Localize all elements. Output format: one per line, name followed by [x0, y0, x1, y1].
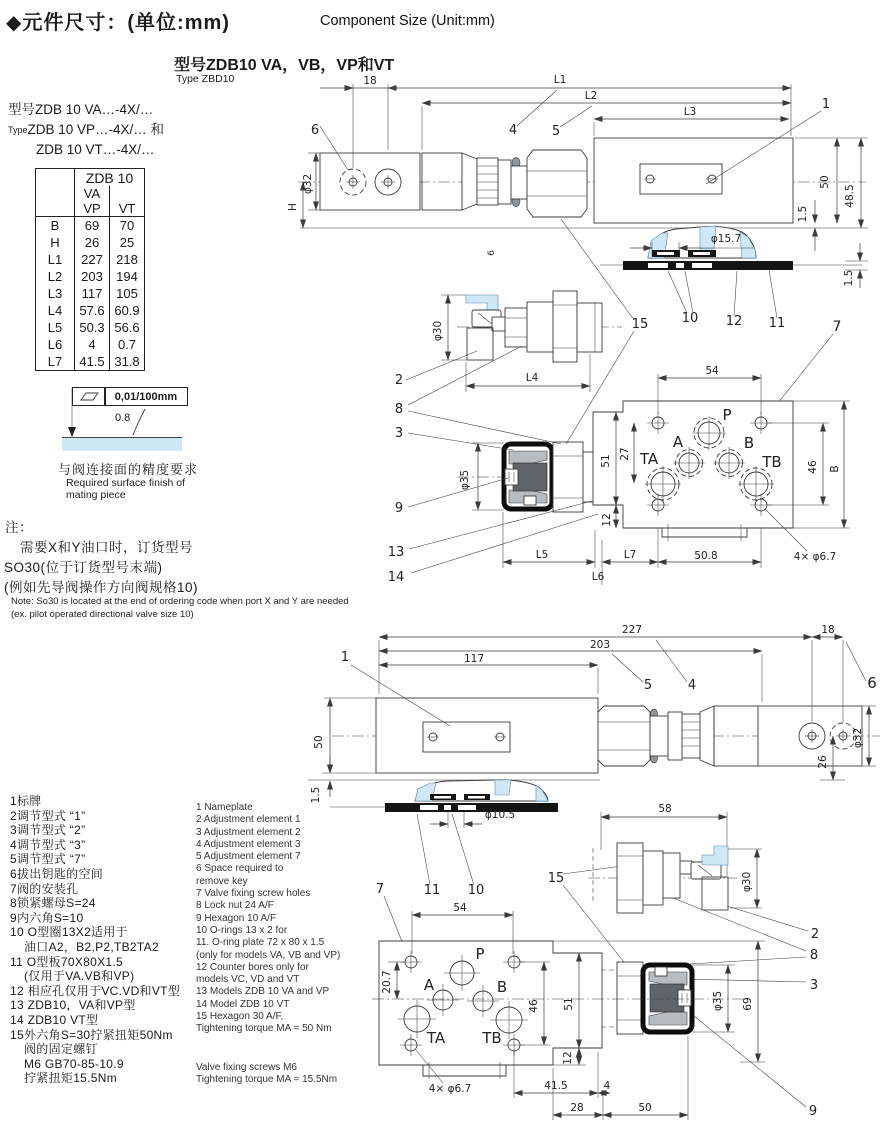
table-row — [36, 353, 145, 371]
list-item: 13 ZDB10，VA和VP型 — [10, 998, 136, 1013]
list-item: 12 Counter bores only for — [196, 961, 309, 973]
dim-label: 54 — [705, 365, 719, 377]
dim-label: 50 — [819, 175, 831, 189]
list-item: 2调节型式 “1” — [10, 808, 86, 823]
dim-value: 194 — [110, 268, 145, 285]
dim-label: 58 — [658, 803, 672, 815]
hexagon-socket — [678, 990, 691, 1006]
model-designations — [8, 100, 164, 160]
dim-label: φ30 — [432, 320, 444, 342]
parts-list-en — [196, 802, 356, 1036]
list-item: 6 Space required to — [196, 863, 284, 875]
dim-label: 7 — [832, 319, 842, 335]
drawing-middle-details-and-port-face — [388, 219, 850, 585]
surface-caption-en1: Required surface finish of — [66, 477, 186, 489]
dim-label: φ30 — [741, 871, 753, 893]
dim-value: 41.5 — [75, 353, 110, 371]
dim-label: φ10.5 — [484, 809, 516, 821]
dim-label: 51 — [563, 997, 575, 1011]
dim-label: TA — [639, 450, 659, 468]
note-en1: Note: So30 is located at the end of ordering code when port X and Y are needed — [11, 596, 349, 607]
dim-label: 20.7 — [381, 970, 393, 994]
dim-label: 28 — [570, 1102, 584, 1114]
table-row — [36, 251, 145, 268]
table-row — [36, 234, 145, 251]
flatness-value-box: 0,01/100mm — [104, 387, 188, 406]
clamp-tabs — [423, 1065, 506, 1076]
dim-label: φ32 — [852, 727, 864, 749]
list-item: 1 Nameplate — [196, 802, 253, 813]
dim-label: φ32 — [302, 173, 314, 195]
lock-nut-hexagon — [617, 843, 643, 913]
dim-name: L2 — [36, 268, 75, 285]
dim-label: 13 — [387, 545, 405, 560]
list-item: 10 O-rings 13 x 2 for — [196, 924, 288, 936]
dim-name: L4 — [36, 302, 75, 319]
lock-bracket — [320, 153, 420, 210]
adjustment1-bracket — [702, 846, 728, 865]
dim-name: L1 — [36, 251, 75, 268]
list-item: 12 相应孔仅用于VC.VD和VT型 — [10, 983, 181, 998]
surface-caption-en2: mating piece — [66, 489, 126, 501]
dim-label: B — [829, 465, 841, 473]
list-item: 5 Adjustment element 7 — [196, 851, 301, 863]
lock-nut-hexagon — [553, 291, 577, 362]
dim-label: 1 — [821, 97, 831, 112]
roughness-check-icon — [133, 409, 145, 435]
list-item: 油口A2，B2,P2,TB2TA2 — [24, 939, 159, 954]
clamp-tabs — [662, 528, 747, 537]
list-item: 10 O型圈13X2适用于 — [10, 925, 128, 940]
list-item: 7阀的安装孔 — [10, 881, 79, 896]
dim-name: L3 — [36, 285, 75, 302]
dim-label: 51 — [600, 454, 612, 468]
dim-value: 57.6 — [75, 302, 110, 319]
dim-label: 41.5 — [544, 1080, 568, 1092]
dim-label: L1 — [553, 74, 567, 86]
dim-label: 12 — [601, 513, 613, 527]
dim-label: 117 — [463, 653, 485, 665]
drawing-bottom-side-view — [308, 624, 880, 1120]
dim-label: L4 — [525, 372, 539, 384]
model-line3: ZDB 10 VT…-4X/… — [36, 142, 155, 157]
dimension-table: ZDB 10 VA VP VT B 69 70 H 26 25 L1 227 218 L2 203 194 L3 117 105 L4 57.6 60.9 L5 50.3 56.6 L6 4 0.7 L7 41.5 31.8 — [35, 168, 145, 371]
parts-list-zh — [10, 794, 196, 1086]
table-row — [36, 285, 145, 302]
dim-label: 3 — [809, 978, 819, 993]
note-zh1: 需要X和Y油口时，订货型号 — [20, 540, 194, 555]
list-item: 9内六角S=10 — [10, 910, 84, 925]
dim-value: 0.7 — [110, 336, 145, 353]
table-row — [36, 302, 145, 319]
model-subtitle-en: Type ZBD10 — [176, 73, 235, 85]
col-header-vt: VT — [110, 186, 145, 217]
dim-label: 5 — [551, 124, 561, 139]
dim-label: 69 — [742, 997, 754, 1011]
list-item: 15外六角S=30拧紧扭矩50Nm — [10, 1027, 173, 1042]
list-item: 13 Models ZDB 10 VA and VP — [196, 986, 330, 998]
dim-label: φ15.7 — [710, 233, 742, 245]
dimension-table-body — [36, 217, 145, 371]
list-item: 1标牌 — [10, 794, 42, 808]
type-label: Type — [8, 125, 28, 135]
surface-caption-zh: 与阀连接面的精度要求 — [58, 462, 199, 477]
table-row — [36, 319, 145, 336]
dim-value: 26 — [75, 234, 110, 251]
dim-label: A — [423, 976, 435, 994]
list-item: 14 ZDB10 VT型 — [10, 1012, 99, 1027]
dim-label: 2 — [394, 373, 404, 388]
dim-label: 50.8 — [694, 550, 718, 562]
dim-label: 4 — [508, 123, 518, 138]
dim-label: 12 — [562, 1051, 574, 1065]
list-item: models VC, VD and VT — [196, 974, 300, 986]
page-title-zh: ◆元件尺寸：(单位:mm) — [6, 12, 230, 34]
dim-label: 6 — [487, 250, 497, 256]
dim-name: B — [36, 217, 75, 235]
dim-label: 15 — [547, 871, 565, 886]
dim-value: 4 — [75, 336, 110, 353]
list-item: 9 Hexagon 10 A/F — [196, 912, 277, 924]
lock-nut-hexagon — [598, 706, 650, 766]
dim-label: 6 — [310, 123, 320, 138]
dim-label: 18 — [821, 624, 835, 636]
mating-surface-bar — [62, 437, 182, 451]
list-item: (only for models VA, VB and VP) — [196, 949, 341, 961]
dim-label: 6 — [867, 674, 877, 692]
table-row — [36, 268, 145, 285]
dim-label: L5 — [535, 549, 549, 561]
dim-label: 1.5 — [843, 269, 855, 287]
page-title-en: Component Size (Unit:mm) — [320, 13, 495, 29]
dim-label: 12 — [725, 314, 743, 329]
dim-label: 3 — [394, 426, 404, 441]
list-item: (仅用于VA.VB和VP) — [24, 969, 135, 984]
dim-label: TA — [426, 1029, 446, 1047]
dim-label: 50 — [313, 735, 325, 749]
dim-value: 203 — [75, 268, 110, 285]
dim-label: 9 — [808, 1104, 818, 1119]
dim-label: L3 — [683, 106, 697, 118]
dim-label: 1 — [340, 650, 350, 665]
list-item: 8锁紧螺母S=24 — [10, 896, 96, 911]
table-group-header: ZDB 10 — [75, 169, 145, 187]
dim-name: H — [36, 234, 75, 251]
list-item: 2 Adjustment element 1 — [196, 814, 301, 826]
adjustment1-knurl — [702, 877, 728, 910]
dim-label: TB — [762, 453, 782, 471]
leader-arrow — [68, 427, 76, 437]
dim-value: 117 — [75, 285, 110, 302]
dim-label: A — [672, 433, 684, 451]
dim-value: 31.8 — [110, 353, 145, 371]
knurled-adjustment-knob — [422, 153, 462, 210]
dim-value: 69 — [75, 217, 110, 235]
list-item: remove key — [196, 875, 248, 887]
dim-name: L7 — [36, 353, 75, 371]
note-zh2: SO30(位于订货型号末端) — [4, 560, 163, 575]
list-item: 3 Adjustment element 2 — [196, 826, 301, 838]
dim-value: 60.9 — [110, 302, 145, 319]
dim-label: 2 — [810, 927, 820, 942]
dim-value: 56.6 — [110, 319, 145, 336]
dim-label: 10 — [681, 311, 699, 326]
torque-note — [196, 1062, 366, 1087]
dim-value: 25 — [110, 234, 145, 251]
dim-label: 9 — [394, 501, 404, 516]
note-en2: (ex. pilot operated directional valve size 10) — [11, 609, 194, 620]
dim-label: 11 — [768, 316, 786, 331]
dim-value: 218 — [110, 251, 145, 268]
list-item: Tightening torque MA = 50 Nm — [196, 1023, 332, 1035]
dim-label: 4× φ6.7 — [428, 1083, 472, 1095]
list-item: 11 O型板70X80X1.5 — [10, 954, 124, 969]
dim-value: 50.3 — [75, 319, 110, 336]
dim-label: 18 — [363, 75, 377, 87]
dim-name: L6 — [36, 336, 75, 353]
dim-label: L7 — [623, 549, 637, 561]
dim-label: 11 — [423, 883, 441, 898]
list-item: 14 Model ZDB 10 VT — [196, 998, 290, 1010]
dim-label: P — [722, 406, 732, 424]
note-zh3: (例如先导阀操作方向阀规格10) — [4, 580, 199, 595]
list-item: M6 GB70-85-10.9 — [24, 1056, 124, 1071]
dim-name: L5 — [36, 319, 75, 336]
dim-label: φ35 — [712, 990, 724, 1012]
dim-label: B — [743, 434, 755, 452]
list-item: 7 Valve fixing screw holes — [196, 888, 311, 900]
dim-label: 46 — [807, 460, 819, 474]
dim-label: 1.5 — [310, 786, 322, 804]
dim-label: 26 — [817, 755, 829, 769]
note-head: 注： — [5, 520, 33, 535]
list-item: 4 Adjustment element 3 — [196, 838, 301, 850]
dim-label: L6 — [591, 571, 605, 583]
list-item: 6拔出钥匙的空间 — [10, 866, 104, 881]
lock-nut-hexagon — [527, 150, 587, 217]
list-item: 11. O-ring plate 72 x 80 x 1.5 — [196, 937, 325, 949]
roughness-value: 0.8 — [115, 412, 131, 424]
dim-label: φ35 — [459, 469, 471, 491]
list-item: Tightening torque MA = 15.5Nm — [196, 1074, 338, 1086]
dim-label: 14 — [387, 570, 405, 585]
dim-value: 227 — [75, 251, 110, 268]
dim-label: 5 — [643, 678, 653, 693]
dim-label: L2 — [584, 90, 598, 102]
dim-label: H — [287, 203, 299, 211]
list-item: 拧紧扭矩15.5Nm — [24, 1071, 118, 1086]
hexagon-socket — [505, 469, 518, 485]
list-item: 15 Hexagon 30 A/F, — [196, 1011, 284, 1023]
list-item: 8 Lock nut 24 A/F — [196, 900, 274, 912]
dim-label: 4 — [603, 1080, 611, 1092]
dim-label: 203 — [589, 639, 611, 651]
dim-label: 227 — [621, 624, 643, 636]
dim-label: B — [496, 978, 508, 996]
dim-value: 105 — [110, 285, 145, 302]
dim-label: 4× φ6.7 — [793, 551, 837, 563]
list-item: 3调节型式 “2” — [10, 823, 86, 838]
dim-label: 15 — [631, 317, 649, 332]
dim-label: 10 — [467, 883, 485, 898]
dim-label: 27 — [619, 447, 631, 461]
list-item: Valve fixing screws M6 — [196, 1062, 297, 1073]
model-subtitle-zh: 型号ZDB10 VA，VB，VP和VT — [174, 57, 395, 74]
dim-label: 7 — [375, 882, 385, 897]
dim-label: 4 — [687, 678, 697, 693]
col-header-vavp: VA — [83, 186, 101, 201]
dim-label: TB — [482, 1029, 502, 1047]
dim-label: 50 — [638, 1102, 652, 1114]
dim-label: 8 — [809, 948, 819, 963]
model-line2: ZDB 10 VP…-4X/… 和 — [27, 122, 165, 137]
dim-label: 54 — [453, 902, 467, 914]
table-row — [36, 217, 145, 235]
list-item: 4调节型式 “3” — [10, 837, 86, 852]
table-row — [36, 336, 145, 353]
dim-label: P — [475, 945, 485, 963]
list-item: 5调节型式 “7” — [10, 852, 86, 867]
dim-label: 46 — [528, 999, 540, 1013]
model-line1: 型号ZDB 10 VA…-4X/… — [8, 102, 154, 117]
drawing-top-side-view — [287, 74, 868, 418]
list-item: 阀的固定螺钉 — [24, 1042, 98, 1057]
dim-label: 48.5 — [844, 184, 856, 208]
dim-label: 1.5 — [797, 205, 809, 223]
dim-value: 70 — [110, 217, 145, 235]
dim-label: 8 — [394, 402, 404, 417]
adjustment1-knurl — [467, 328, 493, 360]
